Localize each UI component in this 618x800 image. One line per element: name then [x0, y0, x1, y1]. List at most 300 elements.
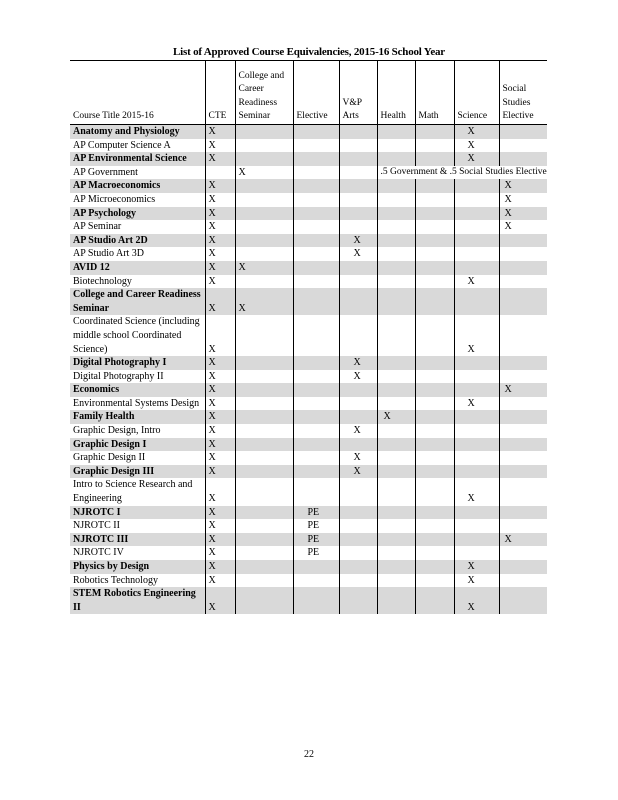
equivalency-cell	[377, 220, 415, 234]
course-title-cell: AP Government	[70, 166, 205, 180]
equivalency-cell: X	[205, 179, 235, 193]
equivalency-cell	[377, 288, 415, 315]
equivalency-cell: X	[499, 207, 547, 221]
column-header: Health	[377, 61, 415, 125]
table-row	[70, 125, 547, 139]
equivalency-cell	[235, 139, 293, 153]
column-header: CTE	[205, 61, 235, 125]
table-row	[70, 506, 547, 520]
course-title-cell: Graphic Design, Intro	[70, 424, 205, 438]
table-row	[70, 356, 547, 370]
equivalency-cell: X	[205, 478, 235, 505]
equivalency-cell	[377, 560, 415, 574]
equivalency-cell	[377, 139, 415, 153]
equivalency-cell	[377, 179, 415, 193]
equivalency-cell	[377, 315, 415, 356]
equivalency-cell	[293, 261, 339, 275]
equivalency-cell	[454, 356, 499, 370]
table-row	[70, 574, 547, 588]
equivalency-cell	[339, 410, 377, 424]
equivalency-cell	[415, 288, 454, 315]
equivalency-cell	[339, 383, 377, 397]
table-row	[70, 383, 547, 397]
equivalency-cell: X	[205, 247, 235, 261]
equivalency-cell	[415, 519, 454, 533]
equivalency-cell	[499, 478, 547, 505]
equivalency-cell: X	[205, 152, 235, 166]
equivalency-cell	[454, 451, 499, 465]
equivalency-cell	[235, 315, 293, 356]
equivalency-cell	[415, 234, 454, 248]
equivalency-cell	[377, 275, 415, 289]
equivalency-cell	[293, 166, 339, 180]
equivalency-cell	[293, 220, 339, 234]
equivalency-cell: X	[205, 506, 235, 520]
column-header: Science	[454, 61, 499, 125]
equivalency-cell	[339, 546, 377, 560]
equivalency-cell: X	[339, 370, 377, 384]
equivalency-cell	[454, 465, 499, 479]
course-title-cell: Graphic Design I	[70, 438, 205, 452]
equivalency-cell	[415, 315, 454, 356]
table-row	[70, 560, 547, 574]
equivalency-cell: X	[205, 370, 235, 384]
equivalency-cell	[415, 560, 454, 574]
equivalency-cell	[454, 207, 499, 221]
table-row	[70, 152, 547, 166]
equivalency-cell: X	[339, 247, 377, 261]
column-header: Social Studies Elective	[499, 61, 547, 125]
course-title-cell: Digital Photography I	[70, 356, 205, 370]
table-row	[70, 234, 547, 248]
equivalency-cell	[415, 152, 454, 166]
equivalency-cell: PE	[293, 533, 339, 547]
equivalency-cell	[235, 451, 293, 465]
equivalency-cell: X	[454, 574, 499, 588]
table-row	[70, 139, 547, 153]
equivalency-cell	[235, 125, 293, 139]
equivalency-cell	[377, 152, 415, 166]
equivalency-cell	[339, 152, 377, 166]
equivalency-cell	[293, 370, 339, 384]
equivalency-cell	[415, 410, 454, 424]
equivalency-cell: X	[205, 220, 235, 234]
course-title-cell: AP Macroeconomics	[70, 179, 205, 193]
course-title-cell: Graphic Design III	[70, 465, 205, 479]
equivalency-cell	[377, 438, 415, 452]
equivalency-cell	[415, 383, 454, 397]
equivalency-cell	[339, 220, 377, 234]
equivalency-cell	[293, 207, 339, 221]
course-title-cell: STEM Robotics Engineering II	[70, 587, 205, 614]
course-title-cell: Intro to Science Research and Engineering	[70, 478, 205, 505]
equivalency-cell	[454, 220, 499, 234]
equivalency-cell: X	[205, 574, 235, 588]
course-title-cell: Robotics Technology	[70, 574, 205, 588]
equivalency-cell: PE	[293, 506, 339, 520]
equivalency-cell	[235, 234, 293, 248]
equivalency-cell: X	[205, 234, 235, 248]
page-number: 22	[304, 749, 314, 760]
equivalency-cell: X	[235, 261, 293, 275]
equivalency-cell	[377, 478, 415, 505]
equivalency-cell: X	[454, 315, 499, 356]
equivalency-cell: X	[205, 315, 235, 356]
table-row	[70, 438, 547, 452]
equivalency-cell	[235, 478, 293, 505]
equivalency-cell	[235, 506, 293, 520]
course-title-cell: AP Studio Art 3D	[70, 247, 205, 261]
equivalency-cell	[339, 506, 377, 520]
equivalency-cell: X	[454, 139, 499, 153]
table-header-row	[70, 61, 547, 125]
equivalency-cell	[235, 410, 293, 424]
equivalency-cell: X	[339, 234, 377, 248]
equivalency-cell: X	[205, 587, 235, 614]
equivalency-cell	[293, 410, 339, 424]
equivalency-cell	[454, 546, 499, 560]
course-title-cell: NJROTC I	[70, 506, 205, 520]
equivalency-cell	[377, 356, 415, 370]
equivalency-cell	[293, 574, 339, 588]
equivalency-cell	[293, 478, 339, 505]
equivalency-cell: X	[339, 451, 377, 465]
table-row	[70, 179, 547, 193]
equivalency-cell	[499, 234, 547, 248]
equivalency-cell: X	[205, 125, 235, 139]
equivalency-cell	[339, 261, 377, 275]
equivalency-cell: X	[205, 438, 235, 452]
equivalency-cell	[415, 356, 454, 370]
equivalency-cell	[415, 533, 454, 547]
course-title-cell: AP Studio Art 2D	[70, 234, 205, 248]
equivalency-cell	[377, 370, 415, 384]
equivalency-cell	[499, 451, 547, 465]
equivalency-cell	[499, 315, 547, 356]
equivalency-cell	[499, 438, 547, 452]
equivalency-cell	[235, 247, 293, 261]
equivalency-cell	[339, 207, 377, 221]
table-row	[70, 247, 547, 261]
course-title-cell: Coordinated Science (including middle school Coordinated Science)	[70, 315, 205, 356]
equivalency-cell	[235, 560, 293, 574]
equivalency-cell	[293, 451, 339, 465]
equivalency-cell	[415, 438, 454, 452]
table-row	[70, 370, 547, 384]
course-title-cell: Digital Photography II	[70, 370, 205, 384]
table-row	[70, 166, 547, 180]
equivalency-cell	[293, 560, 339, 574]
equivalency-cell	[293, 383, 339, 397]
equivalency-cell	[293, 234, 339, 248]
equivalency-cell: X	[499, 179, 547, 193]
equivalency-cell	[454, 533, 499, 547]
equivalency-cell	[235, 587, 293, 614]
column-header: College and Career Readiness Seminar	[235, 61, 293, 125]
equivalency-cell	[377, 207, 415, 221]
equivalency-cell	[293, 193, 339, 207]
equivalency-cell	[339, 587, 377, 614]
equivalency-cell	[454, 247, 499, 261]
table-row	[70, 546, 547, 560]
equivalency-cell	[415, 207, 454, 221]
equivalency-cell: X	[454, 560, 499, 574]
equivalency-cell	[499, 465, 547, 479]
table-body	[70, 125, 547, 615]
equivalency-cell	[377, 546, 415, 560]
equivalency-cell	[499, 424, 547, 438]
equivalency-cell: X	[205, 275, 235, 289]
equivalency-cell: X	[454, 478, 499, 505]
equivalency-cell	[499, 139, 547, 153]
equivalency-cell: X	[205, 533, 235, 547]
equivalency-cell	[235, 152, 293, 166]
equivalency-cell	[415, 506, 454, 520]
table-row	[70, 451, 547, 465]
equivalency-cell	[293, 587, 339, 614]
course-title-cell: NJROTC IV	[70, 546, 205, 560]
equivalency-cell: X	[454, 152, 499, 166]
equivalency-cell	[235, 546, 293, 560]
equivalency-cell	[377, 234, 415, 248]
equivalency-cell: X	[205, 288, 235, 315]
equivalency-cell	[415, 220, 454, 234]
equivalency-cell	[293, 247, 339, 261]
table-row	[70, 533, 547, 547]
equivalency-cell: PE	[293, 546, 339, 560]
table-row	[70, 410, 547, 424]
equivalency-cell: X	[454, 587, 499, 614]
equivalency-cell	[454, 506, 499, 520]
equivalency-cell: X	[205, 410, 235, 424]
equivalency-cell	[415, 574, 454, 588]
equivalency-cell	[339, 125, 377, 139]
course-title-cell: Physics by Design	[70, 560, 205, 574]
equivalency-cell: X	[205, 424, 235, 438]
table-row	[70, 288, 547, 315]
equivalency-cell	[339, 288, 377, 315]
table-row	[70, 220, 547, 234]
equivalency-cell: X	[339, 356, 377, 370]
equivalency-cell	[235, 383, 293, 397]
equivalency-cell	[499, 410, 547, 424]
course-title-cell: AP Environmental Science	[70, 152, 205, 166]
equivalency-cell	[415, 478, 454, 505]
equivalency-cell	[377, 519, 415, 533]
equivalency-cell	[339, 438, 377, 452]
equivalency-cell	[293, 465, 339, 479]
equivalency-cell	[415, 587, 454, 614]
equivalency-cell	[293, 424, 339, 438]
course-title-cell: AP Microeconomics	[70, 193, 205, 207]
equivalency-cell: X	[205, 193, 235, 207]
equivalency-cell	[377, 574, 415, 588]
course-title-cell: AVID 12	[70, 261, 205, 275]
equivalency-cell	[415, 465, 454, 479]
equivalency-cell	[339, 166, 377, 180]
column-header: Math	[415, 61, 454, 125]
equivalency-cell	[377, 261, 415, 275]
equivalency-cell	[235, 275, 293, 289]
equivalency-cell: X	[454, 125, 499, 139]
equivalency-cell	[454, 288, 499, 315]
equivalency-cell	[499, 356, 547, 370]
equivalency-cell: X	[499, 383, 547, 397]
equivalency-cell	[205, 166, 235, 180]
equivalency-cell	[415, 125, 454, 139]
equivalency-cell	[377, 465, 415, 479]
equivalency-cell	[499, 574, 547, 588]
equivalency-cell	[499, 288, 547, 315]
equivalency-cell: PE	[293, 519, 339, 533]
equivalency-cell: X	[205, 451, 235, 465]
equivalency-cell	[415, 370, 454, 384]
equivalency-cell	[377, 587, 415, 614]
equivalency-cell	[339, 193, 377, 207]
equivalency-cell: X	[205, 207, 235, 221]
equivalency-cell	[377, 506, 415, 520]
equivalency-cell: X	[235, 166, 293, 180]
equivalency-cell	[339, 519, 377, 533]
table-row	[70, 465, 547, 479]
course-title-cell: NJROTC II	[70, 519, 205, 533]
course-title-cell: Biotechnology	[70, 275, 205, 289]
equivalency-cell	[235, 207, 293, 221]
equivalency-cell	[235, 465, 293, 479]
equivalency-cell	[377, 383, 415, 397]
equivalency-cell: X	[339, 465, 377, 479]
equivalency-cell	[235, 519, 293, 533]
equivalency-cell	[454, 193, 499, 207]
equivalency-cell	[499, 560, 547, 574]
equivalency-cell: X	[504, 221, 512, 233]
equivalency-cell: X	[499, 533, 547, 547]
equivalency-cell	[377, 424, 415, 438]
equivalency-cell	[339, 574, 377, 588]
course-title-cell: Family Health	[70, 410, 205, 424]
equivalency-cell	[293, 397, 339, 411]
course-title-cell: NJROTC III	[70, 533, 205, 547]
equivalency-cell	[293, 315, 339, 356]
course-equivalency-table	[70, 60, 547, 614]
equivalency-cell: X	[235, 288, 293, 315]
equivalency-cell	[235, 370, 293, 384]
table-row	[70, 519, 547, 533]
equivalency-cell	[339, 533, 377, 547]
course-title-cell: Graphic Design II	[70, 451, 205, 465]
equivalency-cell	[454, 438, 499, 452]
equivalency-cell	[339, 139, 377, 153]
equivalency-cell: X	[205, 383, 235, 397]
course-title-cell: Anatomy and Physiology	[70, 125, 205, 139]
table-row	[70, 397, 547, 411]
equivalency-cell	[293, 288, 339, 315]
equivalency-cell	[454, 383, 499, 397]
equivalency-cell	[235, 424, 293, 438]
equivalency-cell	[235, 179, 293, 193]
equivalency-cell	[293, 275, 339, 289]
equivalency-cell	[415, 179, 454, 193]
page-title: List of Approved Course Equivalencies, 2015-16 School Year	[173, 46, 445, 58]
equivalency-cell	[293, 152, 339, 166]
equivalency-cell	[339, 560, 377, 574]
equivalency-cell	[454, 370, 499, 384]
equivalency-cell	[235, 438, 293, 452]
equivalency-cell	[499, 125, 547, 139]
equivalency-cell	[454, 179, 499, 193]
equivalency-cell	[499, 247, 547, 261]
equivalency-cell	[415, 546, 454, 560]
table-row	[70, 587, 547, 614]
table-row	[70, 261, 547, 275]
equivalency-cell	[499, 587, 547, 614]
equivalency-cell	[339, 315, 377, 356]
equivalency-cell	[377, 247, 415, 261]
equivalency-cell	[499, 506, 547, 520]
equivalency-cell	[339, 179, 377, 193]
equivalency-cell	[499, 370, 547, 384]
table-row	[70, 275, 547, 289]
equivalency-cell	[235, 533, 293, 547]
course-title-cell: College and Career Readiness Seminar	[70, 288, 205, 315]
equivalency-note: .5 Government & .5 Social Studies Elective	[380, 166, 547, 177]
equivalency-cell	[377, 533, 415, 547]
equivalency-cell	[235, 356, 293, 370]
equivalency-cell	[415, 397, 454, 411]
table-row	[70, 315, 547, 356]
equivalency-cell	[293, 139, 339, 153]
column-header: V&P Arts	[339, 61, 377, 125]
column-header: Elective	[293, 61, 339, 125]
equivalency-cell	[454, 424, 499, 438]
equivalency-cell	[377, 397, 415, 411]
table-row	[70, 207, 547, 221]
equivalency-cell	[293, 356, 339, 370]
equivalency-cell	[415, 261, 454, 275]
equivalency-cell	[499, 397, 547, 411]
equivalency-cell	[415, 139, 454, 153]
equivalency-cell	[339, 478, 377, 505]
equivalency-cell	[454, 234, 499, 248]
equivalency-cell	[415, 247, 454, 261]
table-row	[70, 193, 547, 207]
equivalency-cell	[377, 451, 415, 465]
equivalency-cell	[235, 574, 293, 588]
equivalency-cell: X	[454, 397, 499, 411]
course-title-cell: AP Psychology	[70, 207, 205, 221]
equivalency-cell	[499, 152, 547, 166]
equivalency-cell	[415, 424, 454, 438]
equivalency-cell	[339, 397, 377, 411]
course-title-cell: AP Seminar	[70, 220, 205, 234]
equivalency-cell: X	[454, 275, 499, 289]
equivalency-cell: X	[205, 560, 235, 574]
equivalency-cell	[499, 275, 547, 289]
equivalency-cell	[377, 125, 415, 139]
equivalency-cell: X	[205, 356, 235, 370]
equivalency-cell	[235, 193, 293, 207]
equivalency-cell: X	[205, 397, 235, 411]
equivalency-cell	[235, 397, 293, 411]
equivalency-cell	[339, 275, 377, 289]
equivalency-cell	[415, 193, 454, 207]
equivalency-cell: X	[205, 261, 235, 275]
equivalency-cell	[499, 519, 547, 533]
equivalency-cell	[293, 179, 339, 193]
equivalency-cell	[293, 438, 339, 452]
equivalency-cell	[293, 125, 339, 139]
equivalency-cell: X	[205, 519, 235, 533]
